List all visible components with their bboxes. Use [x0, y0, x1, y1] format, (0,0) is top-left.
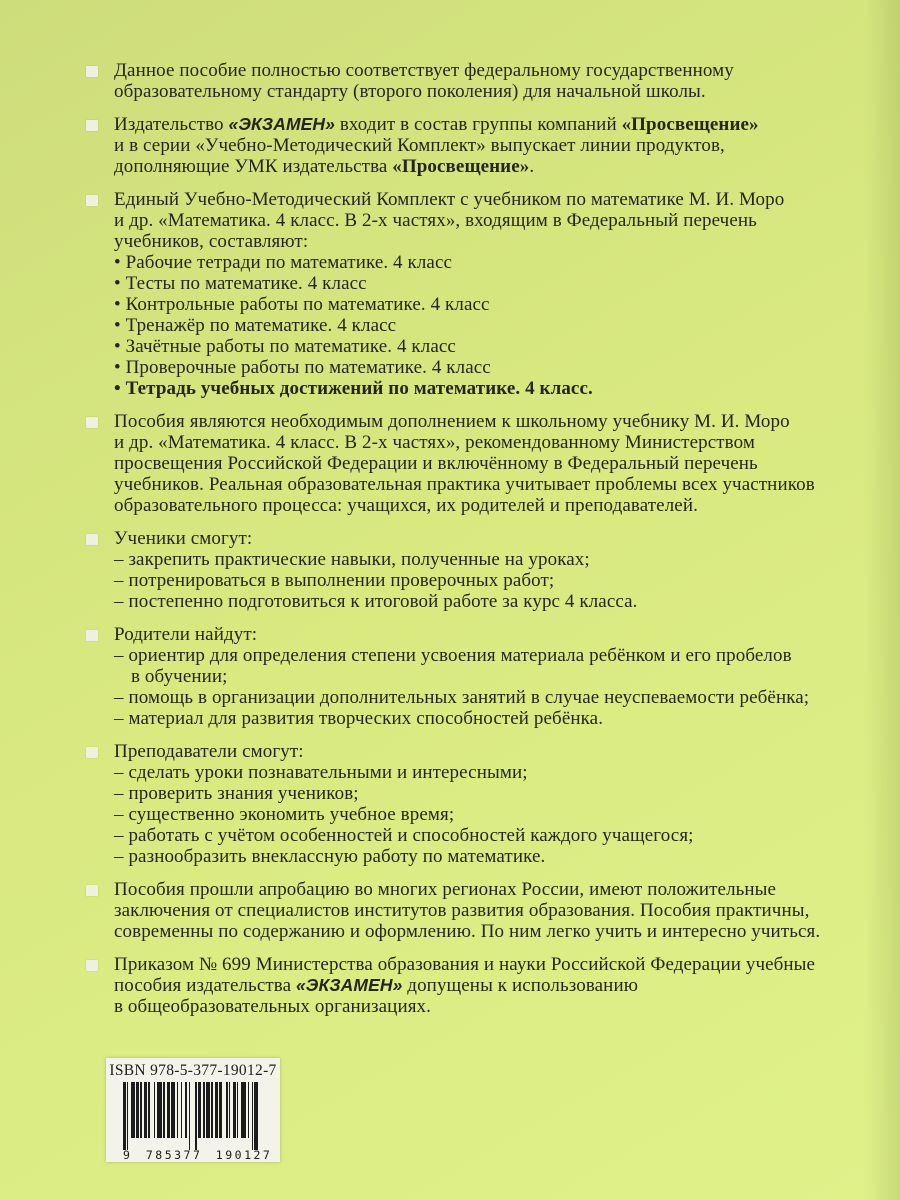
bullet-section: [86, 60, 878, 102]
text-line: [114, 741, 878, 762]
text-segment: • Тетрадь учебных достижений по математике. 4 класс.: [114, 378, 593, 399]
bullet-section: [86, 879, 878, 942]
text-segment: учебников, составляют:: [114, 231, 309, 252]
text-segment: Ученики смогут:: [114, 528, 253, 549]
bullet-square-icon: [86, 114, 114, 177]
annotation-text-block: [86, 60, 878, 1029]
text-line: [114, 879, 878, 900]
text-line: [114, 687, 878, 708]
text-line: [114, 114, 878, 135]
text-line: [114, 996, 878, 1017]
text-line: [114, 645, 878, 666]
text-segment: – разнообразить внеклассную работу по математике.: [114, 846, 546, 867]
section-lines: [114, 954, 878, 1017]
text-segment: и др. «Математика. 4 класс. В 2-х частях», входящим в Федеральный перечень: [114, 210, 757, 231]
text-segment: просвещения Российской Федерации и включённому в Федеральный перечень: [114, 453, 758, 474]
text-segment: Единый Учебно-Методический Комплект с учебником по математике М. И. Моро: [114, 189, 785, 210]
text-line: [114, 273, 878, 294]
section-lines: [114, 741, 878, 867]
text-segment: Родители найдут:: [114, 624, 258, 645]
text-segment: – закрепить практические навыки, полученные на уроках;: [114, 549, 590, 570]
text-line: [114, 336, 878, 357]
bullet-section: [86, 114, 878, 177]
text-segment: в общеобразовательных организациях.: [114, 996, 431, 1017]
text-line: [114, 570, 878, 591]
text-segment: заключения от специалистов институтов развития образования. Пособия практичны,: [114, 900, 810, 921]
barcode: [123, 1082, 273, 1162]
text-segment: – материал для развития творческих способностей ребёнка.: [114, 708, 604, 729]
text-line: [114, 975, 878, 996]
text-line: [114, 528, 878, 549]
bullet-square-icon: [86, 954, 114, 1017]
text-line: [114, 708, 878, 729]
text-segment: пособия издательства: [114, 975, 296, 996]
text-line: [114, 210, 878, 231]
text-segment: – ориентир для определения степени усвоения материала ребёнком и его пробелов: [114, 645, 792, 666]
text-segment: «Просвещение»: [392, 156, 530, 177]
text-segment: • Зачётные работы по математике. 4 класс: [114, 336, 456, 357]
bullet-square-icon: [86, 411, 114, 516]
text-line: [114, 60, 878, 81]
text-line: [114, 825, 878, 846]
text-segment: Пособия прошли апробацию во многих регионах России, имеют положительные: [114, 879, 777, 900]
text-segment: • Проверочные работы по математике. 4 класс: [114, 357, 491, 378]
text-segment: входит в состав группы компаний: [335, 114, 622, 135]
section-lines: [114, 189, 878, 399]
text-line: [114, 432, 878, 453]
text-segment: допущены к использованию: [402, 975, 639, 996]
text-line: [114, 189, 878, 210]
text-line: [114, 357, 878, 378]
text-line: [114, 231, 878, 252]
text-segment: – постепенно подготовиться к итоговой работе за курс 4 класса.: [114, 591, 638, 612]
text-line: [114, 252, 878, 273]
bullet-square-icon: [86, 60, 114, 102]
text-line: [114, 453, 878, 474]
bullet-square-icon: [86, 624, 114, 729]
text-segment: – работать с учётом особенностей и способностей каждого учащегося;: [114, 825, 694, 846]
text-segment: «ЭКЗАМЕН»: [295, 975, 403, 995]
text-segment: Приказом № 699 Министерства образования и науки Российской Федерации учебные: [114, 954, 816, 975]
text-line: [114, 846, 878, 867]
bullet-square-icon: [86, 528, 114, 612]
text-line: [114, 954, 878, 975]
text-line: [114, 294, 878, 315]
text-segment: – проверить знания учеников;: [114, 783, 359, 804]
barcode-bars-icon: [123, 1082, 263, 1152]
text-segment: и в серии «Учебно-Методический Комплект» выпускает линии продуктов,: [114, 135, 725, 156]
text-line: [114, 549, 878, 570]
isbn-barcode-box: [106, 1058, 280, 1162]
text-segment: Преподаватели смогут:: [114, 741, 304, 762]
bullet-section: [86, 411, 878, 516]
bullet-section: [86, 189, 878, 399]
text-segment: дополняющие УМК издательства: [114, 156, 393, 177]
text-line: [114, 762, 878, 783]
text-segment: и др. «Математика. 4 класс. В 2-х частях», рекомендованному Министерством: [114, 432, 755, 453]
bullet-square-icon: [86, 741, 114, 867]
bullet-section: [86, 954, 878, 1017]
section-lines: [114, 114, 878, 177]
bullet-square-icon: [86, 189, 114, 399]
text-segment: «Просвещение»: [621, 114, 759, 135]
text-line: [114, 921, 878, 942]
text-line: [114, 900, 878, 921]
barcode-digits: 9 785377 190127: [123, 1148, 273, 1162]
text-line: [114, 591, 878, 612]
text-line: [114, 666, 878, 687]
text-line: [114, 495, 878, 516]
section-lines: [114, 411, 878, 516]
text-segment: Издательство: [114, 114, 229, 135]
text-line: [114, 156, 878, 177]
bullet-square-icon: [86, 879, 114, 942]
text-line: [114, 411, 878, 432]
text-line: [114, 783, 878, 804]
text-segment: • Рабочие тетради по математике. 4 класс: [114, 252, 453, 273]
text-line: [114, 315, 878, 336]
text-line: [114, 474, 878, 495]
text-segment: образовательного процесса: учащихся, их родителей и преподавателей.: [114, 495, 698, 516]
text-segment: – существенно экономить учебное время;: [114, 804, 455, 825]
text-line: [114, 81, 878, 102]
text-segment: учебников. Реальная образовательная практика учитывает проблемы всех участников: [114, 474, 815, 495]
isbn-number: ISBN 978-5-377-19012-7: [109, 1062, 277, 1079]
text-segment: • Контрольные работы по математике. 4 класс: [114, 294, 490, 315]
section-lines: [114, 624, 878, 729]
text-segment: Данное пособие полностью соответствует федеральному государственному: [114, 60, 734, 81]
text-segment: образовательному стандарту (второго поколения) для начальной школы.: [114, 81, 706, 102]
text-segment: современны по содержанию и оформлению. По ним легко учить и интересно учиться.: [114, 921, 821, 942]
bullet-section: [86, 528, 878, 612]
text-line: [114, 135, 878, 156]
bullet-section: [86, 624, 878, 729]
section-lines: [114, 60, 878, 102]
text-line: [114, 378, 878, 399]
text-line: [114, 804, 878, 825]
text-line: [114, 624, 878, 645]
text-segment: в обучении;: [131, 666, 228, 687]
text-segment: – сделать уроки познавательными и интересными;: [114, 762, 528, 783]
text-segment: – помощь в организации дополнительных занятий в случае неуспеваемости ребёнка;: [114, 687, 810, 708]
bullet-section: [86, 741, 878, 867]
text-segment: Пособия являются необходимым дополнением к школьному учебнику М. И. Моро: [114, 411, 790, 432]
text-segment: – потренироваться в выполнении проверочных работ;: [114, 570, 555, 591]
text-segment: • Тренажёр по математике. 4 класс: [114, 315, 397, 336]
text-segment: • Тесты по математике. 4 класс: [114, 273, 367, 294]
section-lines: [114, 528, 878, 612]
text-segment: .: [529, 156, 535, 177]
text-segment: «ЭКЗАМЕН»: [228, 114, 335, 134]
section-lines: [114, 879, 878, 942]
